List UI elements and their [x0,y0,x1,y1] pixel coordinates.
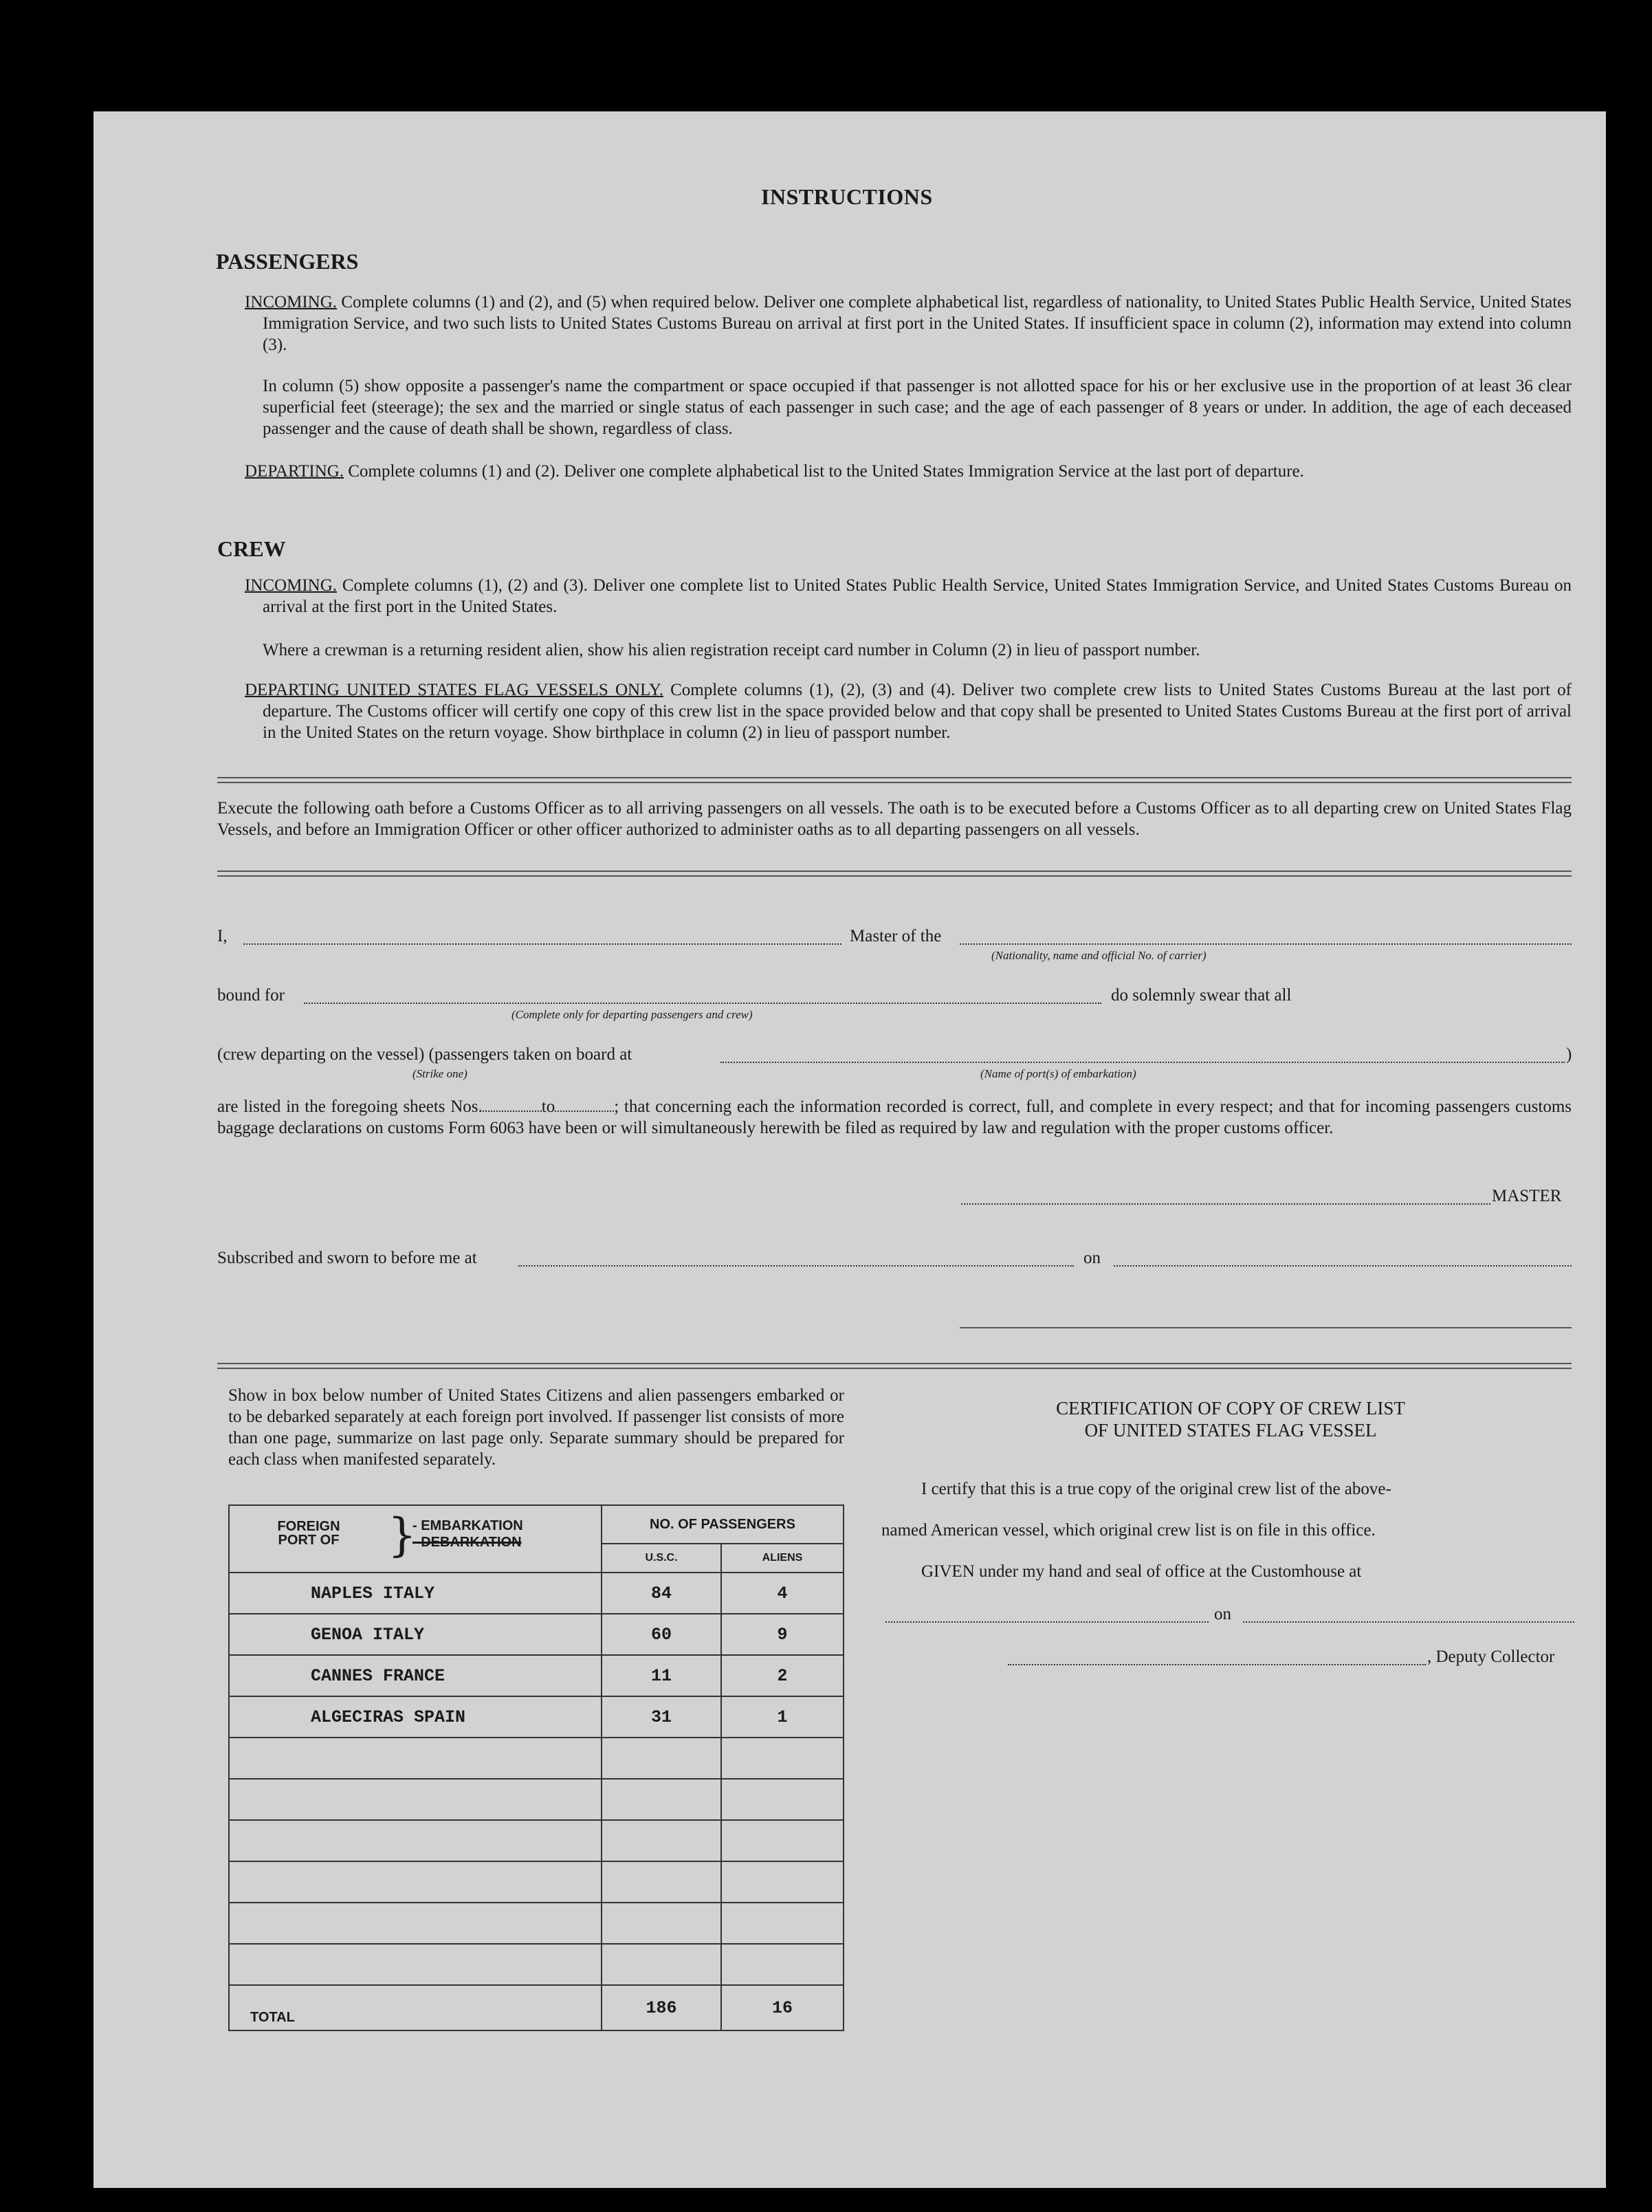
table-row [229,1903,844,1944]
passengers-departing-paragraph [245,461,1572,482]
ports-hint: (Name of port(s) of embarkation) [980,1067,1136,1080]
divider [217,777,1572,783]
table-row [229,1820,844,1861]
sheets-to-label: to [541,1097,555,1116]
usc-cell[interactable] [602,1779,721,1820]
crew-departing-paragraph [245,679,1572,743]
crew-departing-label: DEPARTING UNITED STATES FLAG VESSELS ONLY. [245,681,663,699]
table-row [229,1944,844,1985]
passengers-column5-paragraph: In column (5) show opposite a passenger's name the compartment or space occupied if that passenger is not allotted space for his or her exclusive use in the proportion of at least 36 clear superficial feet (steerage); the sex and the married or single status of each passenger in such case; and the age of each passenger of 8 years or under. In addition, the age of each deceased passenger and the cause of death shall be shown, regardless of class. [263,377,1572,438]
swear-label: do solemnly swear that all [1111,986,1292,1005]
sheets-statement [217,1096,1572,1139]
master-signature-field[interactable] [961,1203,1490,1205]
table-row [229,1779,844,1820]
port-cell[interactable] [229,1820,602,1861]
crew-incoming-text: Complete columns (1), (2) and (3). Deliver one complete list to United States Public Health Service, United States Immigration Service, and United States Customs Bureau on arrival at the first port in the United States. [263,576,1572,616]
no-of-passengers-header: NO. OF PASSENGERS [602,1505,844,1544]
master-label: MASTER [1492,1187,1562,1205]
divider [217,1363,1572,1369]
port-cell[interactable] [229,1944,602,1985]
sheets-statement-b: ; that concerning each the information recorded is correct, full, and complete in every respect; and that for incoming passengers customs baggage declarations on customs Form 6063 have been or will simultaneously herewith be filed as required by law and regulation with the proper customs officer. [217,1097,1572,1137]
passengers-incoming-label: INCOMING. [245,293,338,311]
sheets-statement-a: are listed in the foregoing sheets Nos. [217,1097,483,1116]
certification-title [956,1397,1506,1441]
crew-departing-text: Complete columns (1), (2), (3) and (4). Deliver two complete crew lists to United States Customs Bureau at the last port of departure. The Customs officer will certify one copy of this crew list in the space provided below and that copy shall be presented to United States Customs Bureau at the first port of arrival in the United States on the return voyage. Show birthplace in column (2) in lieu of passport number. [263,681,1572,742]
passengers-incoming-paragraph [245,292,1572,355]
deputy-collector-label: , Deputy Collector [1427,1647,1555,1666]
usc-cell[interactable]: 84 [602,1573,721,1614]
aliens-cell[interactable] [721,1779,844,1820]
passengers-heading: PASSENGERS [216,249,359,274]
sworn-place-field[interactable] [518,1265,1074,1267]
aliens-cell[interactable]: 1 [721,1696,844,1738]
aliens-cell[interactable] [721,1820,844,1861]
bound-for-field[interactable] [304,1003,1101,1004]
certification-title-line2: OF UNITED STATES FLAG VESSEL [1084,1420,1377,1441]
total-usc[interactable]: 186 [602,1985,721,2030]
bound-for-hint: (Complete only for departing passengers and crew) [511,1008,753,1021]
oath-instructions: Execute the following oath before a Customs Officer as to all arriving passengers on all vessels. The oath is to be executed before a Customs Officer as to all departing crew on United States Flag Vessels, and before an Immigration Officer or other officer authorized to administer oaths as to all departing passengers on all vessels. [217,799,1572,839]
passenger-summary-table [228,1504,844,2031]
aliens-cell[interactable] [721,1738,844,1779]
summary-instructions: Show in box below number of United States Citizens and alien passengers embarked or to be debarked separately at each foreign port involved. If passenger list consists of more than one page, summarize on last page only. Separate summary should be prepared for each class when manifested separately. [228,1386,844,1469]
divider [217,870,1572,877]
usc-cell[interactable] [602,1861,721,1903]
officer-signature-line[interactable] [960,1327,1572,1328]
port-cell[interactable] [229,1861,602,1903]
total-row [229,1985,844,2030]
aliens-cell[interactable]: 2 [721,1655,844,1696]
passengers-departing-label: DEPARTING. [245,462,344,481]
given-text: GIVEN under my hand and seal of office at the Customhouse at [921,1562,1362,1581]
aliens-cell[interactable] [721,1861,844,1903]
bound-for-label: bound for [217,986,285,1005]
sworn-on-label: on [1083,1249,1101,1267]
aliens-cell[interactable]: 9 [721,1614,844,1655]
sheet-to-field[interactable] [555,1110,614,1112]
passengers-departing-text: Complete columns (1) and (2). Deliver one complete alphabetical list to the United States Immigration Service at the last port of departure. [348,462,1304,481]
certification-on-label: on [1214,1605,1231,1623]
carrier-field[interactable] [960,943,1572,945]
passengers-incoming-text: Complete columns (1) and (2), and (5) when required below. Deliver one complete alphabetical list, regardless of nationality, to United States Public Health Service, United States Immigration Service, and two such lists to United States Customs Bureau on arrival at first port in the United States. If insufficient space in column (2), information may extend into column (3). [263,293,1572,354]
usc-cell[interactable] [602,1944,721,1985]
brace-icon: } [388,1509,417,1562]
certify-line1: I certify that this is a true copy of the original crew list of the above- [921,1480,1391,1498]
crew-heading: CREW [217,536,286,561]
aliens-cell[interactable] [721,1944,844,1985]
customhouse-field[interactable] [885,1621,1209,1623]
usc-cell[interactable]: 31 [602,1696,721,1738]
port-cell[interactable] [229,1779,602,1820]
crew-resident-paragraph: Where a crewman is a returning resident alien, show his alien registration receipt card number in Column (2) in lieu of passport number. [263,641,1200,659]
port-header-cell [229,1505,602,1573]
table-row [229,1738,844,1779]
certify-line2: named American vessel, which original crew list is on file in this office. [881,1521,1376,1540]
usc-cell[interactable]: 60 [602,1614,721,1655]
usc-header: U.S.C. [602,1544,721,1573]
document-page [93,111,1606,2188]
total-label: TOTAL [229,1985,602,2030]
table-row [229,1696,844,1738]
port-cell[interactable]: ALGECIRAS SPAIN [229,1696,602,1738]
crew-incoming-paragraph [245,575,1572,617]
usc-cell[interactable] [602,1903,721,1944]
port-cell[interactable] [229,1903,602,1944]
master-of-label: Master of the [850,927,942,945]
crew-incoming-label: INCOMING. [245,576,338,595]
total-aliens[interactable]: 16 [721,1985,844,2030]
table-row [229,1614,844,1655]
usc-cell[interactable] [602,1820,721,1861]
sworn-date-field[interactable] [1114,1265,1572,1267]
strike-hint: (Strike one) [412,1067,467,1080]
sheet-from-field[interactable] [483,1110,542,1112]
table-row [229,1861,844,1903]
close-paren: ) [1566,1045,1572,1064]
port-cell[interactable]: GENOA ITALY [229,1614,602,1655]
deputy-signature-field[interactable] [1008,1664,1426,1665]
aliens-cell[interactable] [721,1903,844,1944]
subscribed-label: Subscribed and sworn to before me at [217,1249,477,1267]
table-row [229,1573,844,1614]
certification-title-line1: CERTIFICATION OF COPY OF CREW LIST [1056,1398,1405,1419]
table-row [229,1655,844,1696]
debarkation-label: - DEBARKATION [412,1535,522,1550]
master-name-field[interactable] [243,943,841,945]
usc-cell[interactable] [602,1738,721,1779]
certification-date-field[interactable] [1243,1621,1574,1623]
crew-departing-option: (crew departing on the vessel) (passengers taken on board at [217,1045,632,1064]
foreign-port-label: FOREIGN PORT OF [277,1519,340,1548]
aliens-header: ALIENS [721,1544,844,1573]
oath-i-label: I, [217,927,228,945]
page-title: INSTRUCTIONS [761,184,933,209]
embarkation-label: - EMBARKATION [412,1518,523,1533]
aliens-cell[interactable]: 4 [721,1573,844,1614]
usc-cell[interactable]: 11 [602,1655,721,1696]
port-cell[interactable]: NAPLES ITALY [229,1573,602,1614]
nationality-hint: (Nationality, name and official No. of carrier) [991,949,1207,962]
port-cell[interactable] [229,1738,602,1779]
embarkation-ports-field[interactable] [720,1062,1565,1063]
port-cell[interactable]: CANNES FRANCE [229,1655,602,1696]
